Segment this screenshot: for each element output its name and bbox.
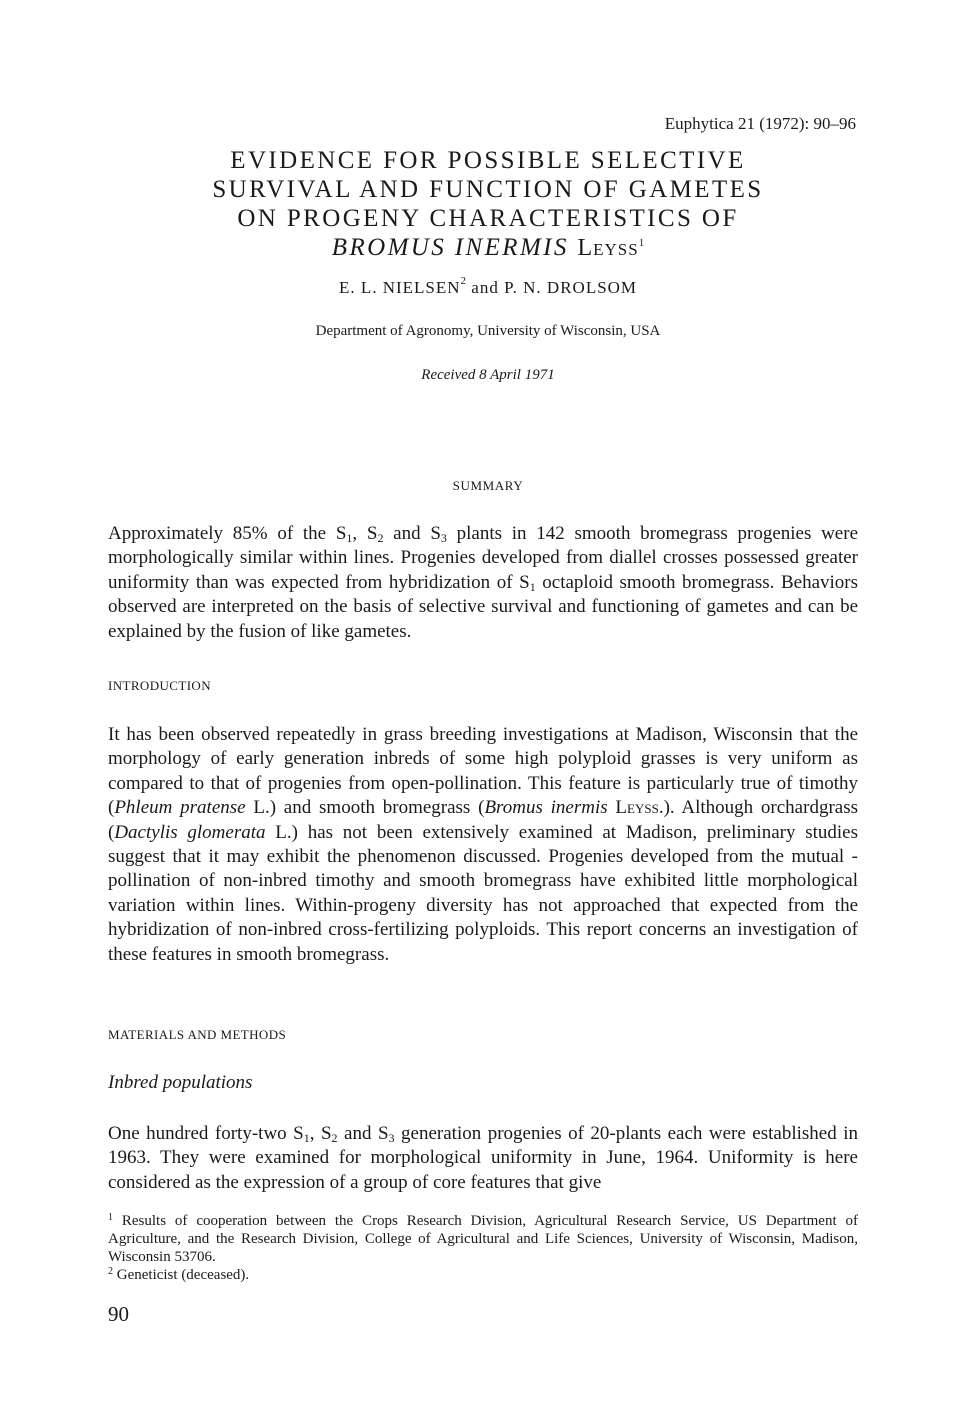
- italic-species: Phleum pratense: [114, 797, 246, 819]
- subscript: 1: [346, 531, 353, 545]
- footnotes: [108, 1212, 858, 1284]
- author-1: E. L. NIELSEN: [338, 278, 461, 297]
- author-line: [0, 275, 976, 298]
- summary-heading: SUMMARY: [452, 478, 524, 493]
- italic-species: Bromus inermis: [484, 797, 608, 819]
- title-line-4: [0, 233, 976, 263]
- text-run: , S: [309, 1123, 332, 1144]
- methods-paragraph: [108, 1122, 858, 1195]
- received-date: Received 8 April 1971: [421, 367, 555, 383]
- footnote-2: [108, 1266, 858, 1284]
- author-1-footnote-mark: 2: [460, 275, 467, 287]
- title-line-3: ON PROGENY CHARACTERISTICS OF: [237, 205, 739, 232]
- title-species-author: Leyss: [577, 235, 639, 261]
- subscript: 1: [303, 1131, 310, 1145]
- text-run: It has been observed repeatedly in grass breeding investigations at Madison, Wisconsin that the morphology of early generation inbreds of some high polyploid grasses is very uniform as compared to that of progenies from open-pollination. This feature is particularly true of timothy (: [108, 724, 858, 819]
- title-line-1: EVIDENCE FOR POSSIBLE SELECTIVE: [230, 147, 746, 174]
- footnote-mark: 1: [108, 1212, 113, 1223]
- title-footnote-mark: 1: [638, 237, 645, 249]
- page-number: 90: [108, 1302, 129, 1326]
- footnote-1: [108, 1212, 858, 1266]
- text-run: One hundred forty-two S: [108, 1123, 304, 1144]
- text-run: , S: [352, 523, 378, 544]
- methods-subheading: Inbred populations: [108, 1072, 253, 1093]
- introduction-heading: INTRODUCTION: [108, 678, 212, 693]
- summary-paragraph: [108, 522, 858, 644]
- text-run: octaploid smooth bromegrass. Behaviors observed are interpreted on the basis of selective survival and functioning of gametes and can be explained by the fusion of like gametes.: [108, 571, 859, 642]
- subscript: 1: [529, 579, 536, 594]
- text-run: Approximately 85% of the S: [108, 523, 347, 544]
- text-run: .). Although orchardgrass (: [108, 797, 858, 843]
- text-run: and S: [383, 523, 441, 544]
- methods-heading: MATERIALS AND METHODS: [108, 1027, 287, 1042]
- text-run: plants in 142 smooth bromegrass progenies were morphologically similar within lines. Progenies developed from diallel crosses possessed greater uniformity than was expected from hybridization of S: [108, 523, 858, 593]
- footnote-text: Geneticist (deceased).: [113, 1267, 250, 1283]
- introduction-paragraph: [108, 723, 858, 967]
- subscript: 3: [440, 531, 447, 545]
- affiliation: Department of Agronomy, University of Wisconsin, USA: [315, 323, 661, 339]
- title-species: BROMUS INERMIS: [331, 234, 569, 261]
- text-run: L.) has not been extensively examined at Madison, preliminary studies suggest that it may exhibit the phenomenon discussed. Progenies developed from the mutual -pollination of non-inbred timothy and smooth bromegrass have exhibited little morphological variation within lines. Within-progeny diversity has not approached that expected from the hybridization of non-inbred cross-fertilizing polyploids. This report concerns an investigation of these features in smooth bromegrass.: [108, 821, 858, 965]
- author-conjunction: and: [471, 278, 499, 297]
- footnote-mark: 2: [108, 1266, 113, 1277]
- text-run: generation progenies of 20-plants each were established in 1963. They were examined for morphological uniformity in June, 1964. Uniformity is here considered as the expression of a group of core features that give: [108, 1123, 858, 1193]
- subscript: 2: [331, 1131, 338, 1145]
- article-title: [0, 146, 976, 263]
- text-run: L.) and smooth bromegrass (: [245, 797, 485, 819]
- subscript: 2: [377, 531, 384, 545]
- text-run: and S: [337, 1123, 389, 1144]
- small-caps-author: Leyss: [615, 797, 659, 819]
- subscript: 3: [388, 1131, 395, 1145]
- author-2: P. N. DROLSOM: [504, 278, 638, 297]
- title-line-2: SURVIVAL AND FUNCTION OF GAMETES: [212, 176, 764, 203]
- footnote-text: Results of cooperation between the Crops Research Division, Agricultural Research Service, US Department of Agriculture, and the Research Division, College of Agricultural and Life Sciences, University of Wisconsin, Madison, Wisconsin 53706.: [108, 1213, 858, 1265]
- journal-reference: Euphytica 21 (1972): 90–96: [664, 114, 856, 133]
- italic-species: Dactylis glomerata: [114, 821, 266, 843]
